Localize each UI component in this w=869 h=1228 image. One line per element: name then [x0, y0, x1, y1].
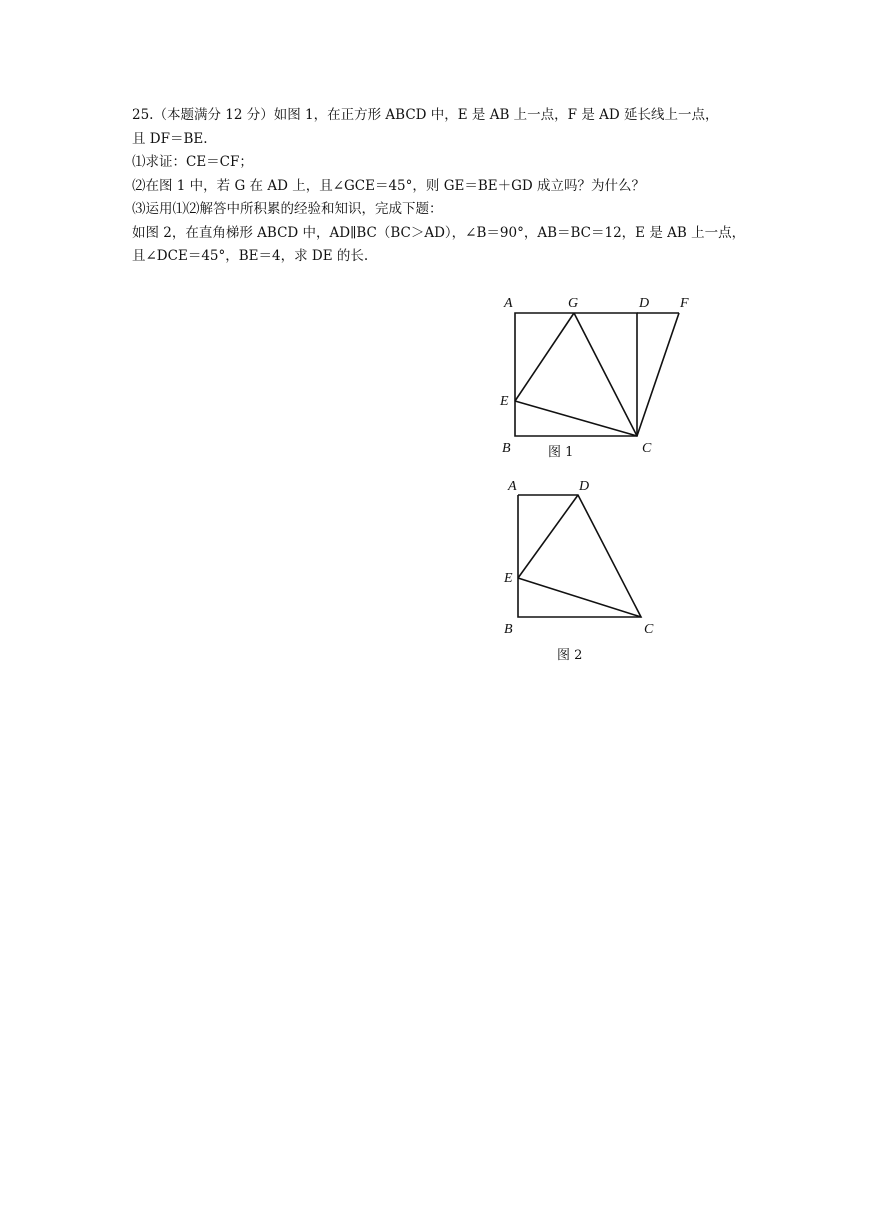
label-b: B: [504, 622, 513, 637]
segment-ec: [518, 578, 641, 617]
problem-line-2: 且 DF＝BE.: [132, 130, 208, 147]
label-c: C: [642, 441, 652, 456]
figure-1: [490, 288, 710, 466]
segment-fc: [637, 313, 679, 436]
label-c: C: [644, 622, 654, 637]
label-f: F: [680, 296, 689, 311]
label-e: E: [500, 394, 509, 409]
label-a: A: [504, 296, 513, 311]
segment-ge: [515, 313, 574, 401]
problem-part-2: ⑵在图 1 中，若 G 在 AD 上，且∠GCE＝45°，则 GE＝BE＋GD 成立吗？为什么？: [132, 177, 646, 194]
problem-line-1: 25.（本题满分 12 分）如图 1，在正方形 ABCD 中，E 是 AB 上一点，F 是 AD 延长线上一点，: [132, 107, 719, 123]
figure-1-diagram: [490, 288, 710, 466]
segment-gc: [574, 313, 637, 436]
segment-ed: [518, 495, 578, 578]
label-d: D: [579, 479, 590, 494]
trapezoid-abcd: [518, 495, 641, 617]
problem-line-6: 如图 2，在直角梯形 ABCD 中，AD∥BC（BC＞AD），∠B＝90°，AB＝BC＝12，E 是 AB 上一点，: [132, 224, 746, 241]
figure-2-caption: 图 2: [557, 648, 583, 663]
problem-part-1: ⑴求证：CE＝CF；: [132, 154, 253, 170]
figure-2-diagram: [494, 472, 664, 668]
figure-1-caption: 图 1: [548, 445, 574, 460]
label-e: E: [504, 571, 513, 586]
label-a: A: [508, 479, 517, 494]
label-d: D: [639, 296, 650, 311]
problem-part-3: ⑶运用⑴⑵解答中所积累的经验和知识，完成下题：: [132, 201, 443, 217]
label-g: G: [568, 296, 579, 311]
label-b: B: [502, 441, 511, 456]
problem-line-7: 且∠DCE＝45°，BE＝4，求 DE 的长.: [132, 248, 369, 264]
figure-2: [494, 472, 664, 668]
problem-text: [132, 104, 772, 269]
segment-ec: [515, 401, 637, 436]
